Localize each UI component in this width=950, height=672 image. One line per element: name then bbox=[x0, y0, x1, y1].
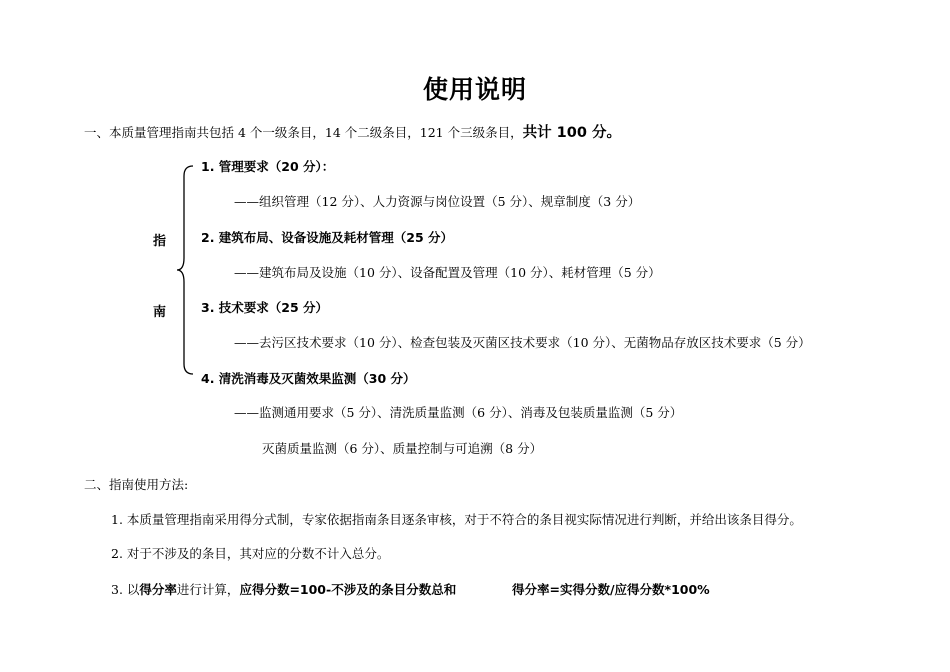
total-score-emphasis: 共计 100 分。 bbox=[522, 125, 621, 141]
method-point-2: 2. 对于不涉及的条目，其对应的分数不计入总分。 bbox=[111, 546, 390, 561]
item-2-heading: 2. 建筑布局、设备设施及耗材管理（25 分） bbox=[201, 230, 454, 245]
item-4-heading: 4. 清洗消毒及灭菌效果监测（30 分） bbox=[201, 371, 416, 386]
side-char-zhi: 指 bbox=[153, 234, 167, 249]
section-1-intro bbox=[84, 124, 621, 142]
section-2-heading: 二、指南使用方法: bbox=[84, 477, 189, 492]
score-rate-term: 得分率 bbox=[139, 582, 177, 597]
item-1-heading: 1. 管理要求（20 分）： bbox=[201, 159, 335, 174]
point-3-prefix: 3. 以 bbox=[111, 582, 140, 597]
item-4-detail-2: 灭菌质量监测（6 分）、质量控制与可追溯（8 分） bbox=[262, 441, 543, 456]
method-point-3 bbox=[111, 581, 456, 599]
method-point-1: 1. 本质量管理指南采用得分式制，专家依据指南条目逐条审核，对于不符合的条目视实际情况进行判断，并给出该条目得分。 bbox=[111, 512, 802, 527]
item-3-heading: 3. 技术要求（25 分） bbox=[201, 300, 329, 315]
expected-score-formula: 应得分数=100-不涉及的条目分数总和 bbox=[239, 582, 457, 597]
item-3-detail: ——去污区技术要求（10 分）、检查包装及灭菌区技术要求（10 分）、无菌物品存放区技术要求（5 分） bbox=[234, 335, 811, 350]
left-brace-icon bbox=[175, 164, 197, 376]
item-4-detail-1: ——监测通用要求（5 分）、清洗质量监测（6 分）、消毒及包装质量监测（5 分） bbox=[234, 405, 683, 420]
page-title: 使用说明 bbox=[422, 75, 527, 104]
section-1-text: 一、本质量管理指南共包括 4 个一级条目，14 个二级条目，121 个三级条目， bbox=[84, 125, 523, 140]
score-rate-formula: 得分率=实得分数/应得分数*100% bbox=[512, 582, 710, 597]
side-char-nan: 南 bbox=[153, 305, 167, 320]
item-2-detail: ——建筑布局及设施（10 分）、设备配置及管理（10 分）、耗材管理（5 分） bbox=[234, 265, 661, 280]
item-1-detail: ——组织管理（12 分）、人力资源与岗位设置（5 分）、规章制度（3 分） bbox=[234, 194, 641, 209]
point-3-mid: 进行计算， bbox=[176, 582, 240, 597]
